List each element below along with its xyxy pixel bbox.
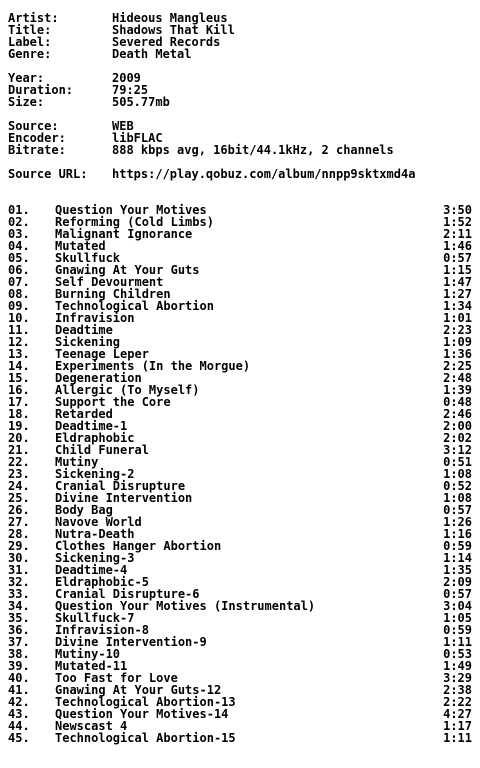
track-title: Gnawing At Your Guts-12	[55, 683, 222, 697]
source-row	[8, 120, 472, 132]
track-number: 28.	[8, 527, 30, 541]
track-number: 14.	[8, 359, 30, 373]
track-title: Child Funeral	[55, 443, 149, 457]
track-duration: 1:01	[443, 311, 472, 325]
track-number: 21.	[8, 443, 30, 457]
track-number: 41.	[8, 683, 30, 697]
track-number: 09.	[8, 299, 30, 313]
track-title: Too Fast for Love	[55, 671, 178, 685]
track-title: Mutiny	[55, 455, 99, 469]
tracklist	[8, 204, 472, 744]
label-row	[8, 36, 472, 48]
track-duration: 1:39	[443, 383, 472, 397]
track-title: Deadtime-4	[55, 563, 128, 577]
duration-value: 79:25	[112, 83, 149, 97]
artist-row	[8, 12, 472, 24]
spacer	[8, 108, 472, 120]
track-duration: 0:52	[443, 479, 472, 493]
year-row	[8, 72, 472, 84]
track-title: Skullfuck	[55, 251, 121, 265]
track-duration: 2:02	[443, 431, 472, 445]
track-title: Deadtime	[55, 323, 113, 337]
track-duration: 4:27	[443, 707, 472, 721]
track-title: Technological Abortion-13	[55, 695, 236, 709]
duration-label: Duration:	[8, 83, 74, 97]
track-title: Infravision	[55, 311, 135, 325]
track-title: Sickening-2	[55, 467, 135, 481]
track-number: 15.	[8, 371, 30, 385]
track-title: Malignant Ignorance	[55, 227, 193, 241]
track-title: Retarded	[55, 407, 113, 421]
track-number: 33.	[8, 587, 30, 601]
track-title: Eldraphobic	[55, 431, 135, 445]
source-value: WEB	[112, 119, 134, 133]
track-title: Burning Children	[55, 287, 171, 301]
track-duration: 3:29	[443, 671, 472, 685]
track-duration: 3:12	[443, 443, 472, 457]
artist-value: Hideous Mangleus	[112, 11, 228, 25]
track-title: Question Your Motives-14	[55, 707, 229, 721]
size-value: 505.77mb	[112, 95, 170, 109]
track-duration: 0:59	[443, 623, 472, 637]
track-title: Divine Intervention	[55, 491, 193, 505]
track-title: Gnawing At Your Guts	[55, 263, 200, 277]
track-title: Body Bag	[55, 503, 113, 517]
spacer	[8, 180, 472, 204]
year-label: Year:	[8, 71, 45, 85]
track-duration: 1:52	[443, 215, 472, 229]
track-duration: 2:46	[443, 407, 472, 421]
track-duration: 1:09	[443, 335, 472, 349]
track-duration: 1:17	[443, 719, 472, 733]
track-duration: 2:09	[443, 575, 472, 589]
track-title: Cranial Disrupture	[55, 479, 186, 493]
track-duration: 1:15	[443, 263, 472, 277]
title-label: Title:	[8, 23, 52, 37]
release-info-sheet	[8, 12, 472, 744]
genre-label: Genre:	[8, 47, 52, 61]
track-number: 05.	[8, 251, 30, 265]
track-title: Cranial Disrupture-6	[55, 587, 200, 601]
track-duration: 1:47	[443, 275, 472, 289]
title-value: Shadows That Kill	[112, 23, 235, 37]
track-duration: 3:04	[443, 599, 472, 613]
track-title: Teenage Leper	[55, 347, 149, 361]
label-label: Label:	[8, 35, 52, 49]
track-duration: 0:53	[443, 647, 472, 661]
track-number: 16.	[8, 383, 30, 397]
track-title: Nutra-Death	[55, 527, 135, 541]
track-duration: 1:46	[443, 239, 472, 253]
track-number: 39.	[8, 659, 30, 673]
size-row	[8, 96, 472, 108]
track-number: 43.	[8, 707, 30, 721]
track-duration: 1:05	[443, 611, 472, 625]
track-number: 24.	[8, 479, 30, 493]
track-title: Mutiny-10	[55, 647, 121, 661]
track-number: 44.	[8, 719, 30, 733]
track-number: 27.	[8, 515, 30, 529]
track-duration: 2:00	[443, 419, 472, 433]
genre-value: Death Metal	[112, 47, 192, 61]
source-url-label: Source URL:	[8, 167, 88, 181]
track-title: Divine Intervention-9	[55, 635, 207, 649]
track-duration: 2:25	[443, 359, 472, 373]
track-number: 31.	[8, 563, 30, 577]
track-number: 08.	[8, 287, 30, 301]
track-number: 29.	[8, 539, 30, 553]
track-title: Self Devourment	[55, 275, 164, 289]
track-number: 07.	[8, 275, 30, 289]
genre-row	[8, 48, 472, 60]
track-duration: 1:27	[443, 287, 472, 301]
track-title: Support the Core	[55, 395, 171, 409]
track-number: 13.	[8, 347, 30, 361]
track-duration: 0:48	[443, 395, 472, 409]
track-title: Eldraphobic-5	[55, 575, 149, 589]
track-number: 04.	[8, 239, 30, 253]
track-duration: 1:14	[443, 551, 472, 565]
track-number: 25.	[8, 491, 30, 505]
track-title: Question Your Motives	[55, 203, 207, 217]
track-number: 19.	[8, 419, 30, 433]
track-number: 42.	[8, 695, 30, 709]
track-title: Technological Abortion-15	[55, 731, 236, 745]
track-row	[8, 732, 472, 744]
track-duration: 0:57	[443, 587, 472, 601]
track-duration: 1:11	[443, 731, 472, 745]
track-number: 11.	[8, 323, 30, 337]
track-number: 37.	[8, 635, 30, 649]
track-number: 30.	[8, 551, 30, 565]
track-duration: 1:35	[443, 563, 472, 577]
track-title: Degeneration	[55, 371, 142, 385]
track-title: Clothes Hanger Abortion	[55, 539, 222, 553]
track-number: 10.	[8, 311, 30, 325]
track-duration: 0:57	[443, 503, 472, 517]
title-row	[8, 24, 472, 36]
track-number: 26.	[8, 503, 30, 517]
track-number: 40.	[8, 671, 30, 685]
track-number: 45.	[8, 731, 30, 745]
year-value: 2009	[112, 71, 141, 85]
bitrate-row	[8, 144, 472, 156]
source-label: Source:	[8, 119, 59, 133]
track-duration: 0:59	[443, 539, 472, 553]
track-number: 12.	[8, 335, 30, 349]
track-title: Newscast 4	[55, 719, 128, 733]
track-number: 32.	[8, 575, 30, 589]
track-title: Navove World	[55, 515, 142, 529]
track-number: 36.	[8, 623, 30, 637]
bitrate-label: Bitrate:	[8, 143, 66, 157]
track-title: Mutated-11	[55, 659, 128, 673]
track-number: 02.	[8, 215, 30, 229]
track-number: 38.	[8, 647, 30, 661]
track-duration: 3:50	[443, 203, 472, 217]
label-value: Severed Records	[112, 35, 221, 49]
track-title: Deadtime-1	[55, 419, 128, 433]
track-title: Experiments (In the Morgue)	[55, 359, 251, 373]
duration-row	[8, 84, 472, 96]
track-number: 22.	[8, 455, 30, 469]
encoder-label: Encoder:	[8, 131, 66, 145]
track-duration: 2:23	[443, 323, 472, 337]
track-title: Question Your Motives (Instrumental)	[55, 599, 316, 613]
source-url-row	[8, 168, 472, 180]
track-duration: 2:38	[443, 683, 472, 697]
track-number: 03.	[8, 227, 30, 241]
track-title: Allergic (To Myself)	[55, 383, 200, 397]
track-duration: 1:08	[443, 491, 472, 505]
track-duration: 2:48	[443, 371, 472, 385]
track-number: 20.	[8, 431, 30, 445]
track-title: Technological Abortion	[55, 299, 214, 313]
track-duration: 0:57	[443, 251, 472, 265]
track-number: 01.	[8, 203, 30, 217]
track-number: 23.	[8, 467, 30, 481]
track-duration: 2:11	[443, 227, 472, 241]
track-title: Sickening	[55, 335, 121, 349]
track-duration: 1:26	[443, 515, 472, 529]
track-duration: 1:16	[443, 527, 472, 541]
encoder-value: libFLAC	[112, 131, 163, 145]
track-number: 18.	[8, 407, 30, 421]
track-number: 06.	[8, 263, 30, 277]
track-duration: 1:49	[443, 659, 472, 673]
track-duration: 1:34	[443, 299, 472, 313]
track-number: 35.	[8, 611, 30, 625]
source-url-value: https://play.qobuz.com/album/nnpp9sktxmd4a	[112, 167, 416, 181]
track-title: Skullfuck-7	[55, 611, 135, 625]
track-duration: 2:22	[443, 695, 472, 709]
bitrate-value: 888 kbps avg, 16bit/44.1kHz, 2 channels	[112, 143, 394, 157]
track-number: 34.	[8, 599, 30, 613]
spacer	[8, 60, 472, 72]
track-title: Infravision-8	[55, 623, 149, 637]
track-duration: 1:11	[443, 635, 472, 649]
size-label: Size:	[8, 95, 45, 109]
track-title: Reforming (Cold Limbs)	[55, 215, 214, 229]
track-number: 17.	[8, 395, 30, 409]
track-duration: 0:51	[443, 455, 472, 469]
track-duration: 1:36	[443, 347, 472, 361]
track-title: Sickening-3	[55, 551, 135, 565]
track-title: Mutated	[55, 239, 106, 253]
track-duration: 1:08	[443, 467, 472, 481]
artist-label: Artist:	[8, 11, 59, 25]
